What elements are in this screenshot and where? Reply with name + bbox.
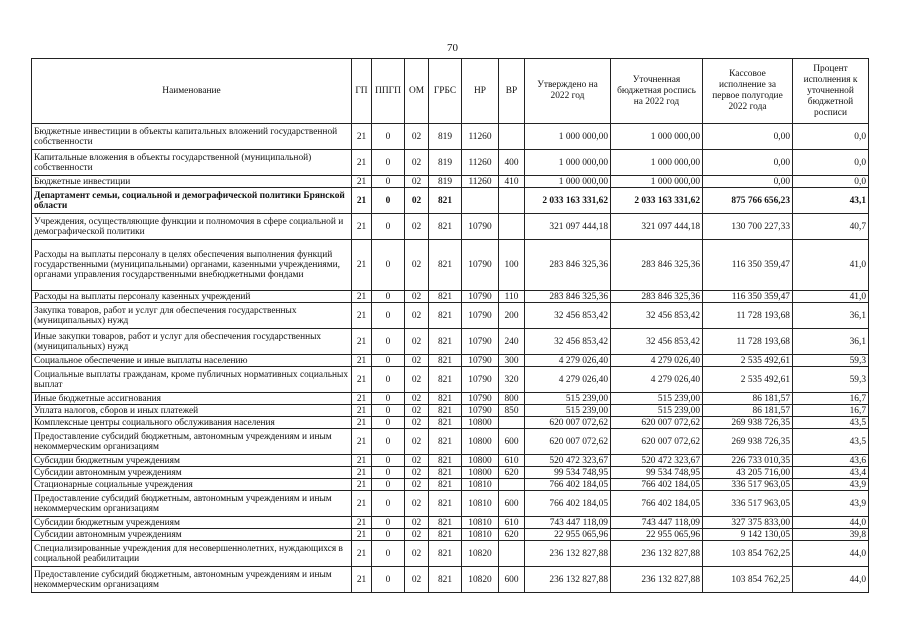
cell-name: Расходы на выплаты персоналу в целях обеспечения выполнения функций государственными (муниципальными) органами, казенными учреждениями, органами управления государственными внебюджетными фондами — [32, 240, 352, 291]
cell-name: Бюджетные инвестиции в объекты капитальных вложений государственной собственности — [32, 124, 352, 150]
cell-vr: 610 — [499, 455, 525, 467]
cell-nr: 10790 — [462, 367, 499, 393]
cell-cash: 130 700 227,33 — [703, 214, 793, 240]
cell-ppgp: 0 — [372, 405, 405, 417]
cell-name: Капитальные вложения в объекты государственной (муниципальной) собственности — [32, 150, 352, 176]
cell-nr: 10820 — [462, 541, 499, 567]
cell-om: 02 — [405, 417, 429, 429]
cell-percent: 44,0 — [793, 541, 869, 567]
cell-ppgp: 0 — [372, 355, 405, 367]
cell-gp: 21 — [352, 188, 372, 214]
cell-gp: 21 — [352, 329, 372, 355]
cell-percent: 59,3 — [793, 367, 869, 393]
cell-gp: 21 — [352, 355, 372, 367]
cell-approved: 1 000 000,00 — [525, 124, 611, 150]
cell-nr: 10800 — [462, 467, 499, 479]
cell-vr: 100 — [499, 240, 525, 291]
cell-vr — [499, 188, 525, 214]
column-header-cash: Кассовое исполнение за первое полугодие 2022 года — [703, 59, 793, 124]
cell-approved: 283 846 325,36 — [525, 240, 611, 291]
column-header-grbs: ГРБС — [429, 59, 462, 124]
cell-nr: 10790 — [462, 303, 499, 329]
cell-grbs: 821 — [429, 329, 462, 355]
cell-gp: 21 — [352, 479, 372, 491]
cell-cash: 116 350 359,47 — [703, 291, 793, 303]
cell-om: 02 — [405, 367, 429, 393]
cell-percent: 0,0 — [793, 124, 869, 150]
column-header-percent: Процент исполнения к уточненной бюджетной росписи — [793, 59, 869, 124]
cell-approved: 520 472 323,67 — [525, 455, 611, 467]
cell-approved: 620 007 072,62 — [525, 429, 611, 455]
cell-vr: 800 — [499, 393, 525, 405]
cell-grbs: 821 — [429, 567, 462, 593]
cell-vr — [499, 214, 525, 240]
cell-gp: 21 — [352, 529, 372, 541]
cell-refined: 2 033 163 331,62 — [611, 188, 703, 214]
cell-approved: 766 402 184,05 — [525, 491, 611, 517]
table-row — [32, 393, 869, 405]
cell-cash: 336 517 963,05 — [703, 479, 793, 491]
cell-ppgp: 0 — [372, 188, 405, 214]
cell-ppgp: 0 — [372, 491, 405, 517]
cell-grbs: 821 — [429, 240, 462, 291]
cell-grbs: 821 — [429, 429, 462, 455]
cell-approved: 766 402 184,05 — [525, 479, 611, 491]
cell-cash: 0,00 — [703, 150, 793, 176]
cell-nr: 10800 — [462, 429, 499, 455]
cell-om: 02 — [405, 541, 429, 567]
column-header-gp: ГП — [352, 59, 372, 124]
cell-percent: 43,9 — [793, 479, 869, 491]
cell-grbs: 819 — [429, 150, 462, 176]
cell-name: Расходы на выплаты персоналу казенных учреждений — [32, 291, 352, 303]
cell-om: 02 — [405, 291, 429, 303]
cell-name: Учреждения, осуществляющие функции и полномочия в сфере социальной и демографической политики — [32, 214, 352, 240]
column-header-ppgp: ППГП — [372, 59, 405, 124]
cell-om: 02 — [405, 393, 429, 405]
cell-name: Иные бюджетные ассигнования — [32, 393, 352, 405]
cell-ppgp: 0 — [372, 517, 405, 529]
cell-om: 02 — [405, 124, 429, 150]
table-row — [32, 455, 869, 467]
cell-approved: 32 456 853,42 — [525, 329, 611, 355]
cell-vr: 600 — [499, 567, 525, 593]
cell-vr: 320 — [499, 367, 525, 393]
cell-name: Уплата налогов, сборов и иных платежей — [32, 405, 352, 417]
cell-gp: 21 — [352, 367, 372, 393]
cell-nr: 10790 — [462, 214, 499, 240]
cell-vr: 620 — [499, 467, 525, 479]
cell-gp: 21 — [352, 405, 372, 417]
cell-cash: 11 728 193,68 — [703, 329, 793, 355]
cell-grbs: 821 — [429, 367, 462, 393]
cell-cash: 43 205 716,00 — [703, 467, 793, 479]
cell-vr: 600 — [499, 429, 525, 455]
cell-ppgp: 0 — [372, 291, 405, 303]
cell-gp: 21 — [352, 429, 372, 455]
cell-cash: 103 854 762,25 — [703, 567, 793, 593]
cell-gp: 21 — [352, 541, 372, 567]
table-header-row — [32, 59, 869, 124]
cell-grbs: 821 — [429, 214, 462, 240]
cell-cash: 0,00 — [703, 176, 793, 188]
cell-nr: 10810 — [462, 491, 499, 517]
cell-name: Предоставление субсидий бюджетным, автономным учреждениям и иным некоммерческим организациям — [32, 567, 352, 593]
cell-grbs: 821 — [429, 417, 462, 429]
cell-refined: 32 456 853,42 — [611, 329, 703, 355]
cell-refined: 1 000 000,00 — [611, 150, 703, 176]
cell-nr: 10800 — [462, 417, 499, 429]
cell-vr — [499, 479, 525, 491]
cell-grbs: 821 — [429, 355, 462, 367]
table-row — [32, 240, 869, 291]
cell-refined: 4 279 026,40 — [611, 355, 703, 367]
budget-table — [31, 58, 869, 593]
cell-nr: 11260 — [462, 124, 499, 150]
table-row — [32, 429, 869, 455]
cell-refined: 620 007 072,62 — [611, 417, 703, 429]
cell-approved: 4 279 026,40 — [525, 355, 611, 367]
cell-name: Социальные выплаты гражданам, кроме публичных нормативных социальных выплат — [32, 367, 352, 393]
column-header-approved: Утверждено на 2022 год — [525, 59, 611, 124]
column-header-om: ОМ — [405, 59, 429, 124]
cell-approved: 321 097 444,18 — [525, 214, 611, 240]
cell-grbs: 821 — [429, 291, 462, 303]
cell-om: 02 — [405, 303, 429, 329]
cell-cash: 269 938 726,35 — [703, 429, 793, 455]
cell-ppgp: 0 — [372, 467, 405, 479]
cell-percent: 36,1 — [793, 329, 869, 355]
table-row — [32, 355, 869, 367]
cell-nr: 10790 — [462, 355, 499, 367]
cell-ppgp: 0 — [372, 479, 405, 491]
table-row — [32, 176, 869, 188]
cell-approved: 2 033 163 331,62 — [525, 188, 611, 214]
cell-cash: 0,00 — [703, 124, 793, 150]
cell-grbs: 821 — [429, 405, 462, 417]
cell-cash: 9 142 130,05 — [703, 529, 793, 541]
cell-nr — [462, 188, 499, 214]
column-header-vr: ВР — [499, 59, 525, 124]
cell-cash: 875 766 656,23 — [703, 188, 793, 214]
cell-gp: 21 — [352, 214, 372, 240]
cell-vr: 240 — [499, 329, 525, 355]
cell-cash: 327 375 833,00 — [703, 517, 793, 529]
cell-grbs: 821 — [429, 479, 462, 491]
cell-nr: 11260 — [462, 150, 499, 176]
cell-ppgp: 0 — [372, 567, 405, 593]
column-header-nr: НР — [462, 59, 499, 124]
cell-grbs: 821 — [429, 541, 462, 567]
cell-name: Иные закупки товаров, работ и услуг для обеспечения государственных (муниципальных) нужд — [32, 329, 352, 355]
cell-percent: 43,1 — [793, 188, 869, 214]
table-row — [32, 529, 869, 541]
cell-approved: 620 007 072,62 — [525, 417, 611, 429]
cell-approved: 22 955 065,96 — [525, 529, 611, 541]
cell-om: 02 — [405, 455, 429, 467]
table-row — [32, 124, 869, 150]
cell-nr: 10790 — [462, 405, 499, 417]
cell-nr: 10790 — [462, 240, 499, 291]
cell-vr: 850 — [499, 405, 525, 417]
cell-cash: 2 535 492,61 — [703, 367, 793, 393]
cell-refined: 236 132 827,88 — [611, 541, 703, 567]
cell-vr — [499, 541, 525, 567]
table-body — [32, 124, 869, 593]
cell-grbs: 821 — [429, 393, 462, 405]
table-row — [32, 479, 869, 491]
cell-ppgp: 0 — [372, 429, 405, 455]
cell-gp: 21 — [352, 124, 372, 150]
cell-nr: 10810 — [462, 517, 499, 529]
cell-gp: 21 — [352, 455, 372, 467]
table-row — [32, 291, 869, 303]
cell-om: 02 — [405, 355, 429, 367]
cell-cash: 226 733 010,35 — [703, 455, 793, 467]
cell-name: Субсидии автономным учреждениям — [32, 529, 352, 541]
cell-ppgp: 0 — [372, 529, 405, 541]
cell-gp: 21 — [352, 467, 372, 479]
cell-nr: 10790 — [462, 291, 499, 303]
cell-cash: 336 517 963,05 — [703, 491, 793, 517]
cell-cash: 103 854 762,25 — [703, 541, 793, 567]
cell-percent: 43,9 — [793, 491, 869, 517]
cell-approved: 743 447 118,09 — [525, 517, 611, 529]
cell-refined: 22 955 065,96 — [611, 529, 703, 541]
table-row — [32, 405, 869, 417]
cell-grbs: 821 — [429, 303, 462, 329]
table-row — [32, 188, 869, 214]
cell-ppgp: 0 — [372, 393, 405, 405]
cell-om: 02 — [405, 479, 429, 491]
cell-om: 02 — [405, 567, 429, 593]
cell-name: Бюджетные инвестиции — [32, 176, 352, 188]
cell-refined: 283 846 325,36 — [611, 240, 703, 291]
cell-refined: 1 000 000,00 — [611, 176, 703, 188]
cell-percent: 41,0 — [793, 240, 869, 291]
cell-nr: 10790 — [462, 329, 499, 355]
cell-refined: 1 000 000,00 — [611, 124, 703, 150]
cell-ppgp: 0 — [372, 124, 405, 150]
cell-grbs: 821 — [429, 455, 462, 467]
cell-om: 02 — [405, 150, 429, 176]
cell-percent: 59,3 — [793, 355, 869, 367]
cell-name: Закупка товаров, работ и услуг для обеспечения государственных (муниципальных) нужд — [32, 303, 352, 329]
cell-vr: 620 — [499, 529, 525, 541]
cell-vr: 110 — [499, 291, 525, 303]
cell-vr: 200 — [499, 303, 525, 329]
cell-approved: 515 239,00 — [525, 393, 611, 405]
cell-grbs: 821 — [429, 517, 462, 529]
cell-gp: 21 — [352, 417, 372, 429]
cell-om: 02 — [405, 429, 429, 455]
cell-grbs: 821 — [429, 188, 462, 214]
cell-ppgp: 0 — [372, 240, 405, 291]
cell-om: 02 — [405, 188, 429, 214]
cell-ppgp: 0 — [372, 303, 405, 329]
cell-approved: 236 132 827,88 — [525, 567, 611, 593]
cell-ppgp: 0 — [372, 417, 405, 429]
cell-ppgp: 0 — [372, 455, 405, 467]
cell-vr: 600 — [499, 491, 525, 517]
cell-refined: 321 097 444,18 — [611, 214, 703, 240]
table-row — [32, 567, 869, 593]
cell-refined: 520 472 323,67 — [611, 455, 703, 467]
cell-refined: 283 846 325,36 — [611, 291, 703, 303]
cell-om: 02 — [405, 529, 429, 541]
cell-percent: 43,5 — [793, 429, 869, 455]
cell-refined: 32 456 853,42 — [611, 303, 703, 329]
cell-grbs: 819 — [429, 176, 462, 188]
cell-percent: 40,7 — [793, 214, 869, 240]
cell-vr: 410 — [499, 176, 525, 188]
table-row — [32, 329, 869, 355]
cell-approved: 32 456 853,42 — [525, 303, 611, 329]
cell-grbs: 821 — [429, 529, 462, 541]
cell-percent: 16,7 — [793, 393, 869, 405]
column-header-refined: Уточненная бюджетная роспись на 2022 год — [611, 59, 703, 124]
cell-cash: 269 938 726,35 — [703, 417, 793, 429]
cell-gp: 21 — [352, 303, 372, 329]
cell-name: Предоставление субсидий бюджетным, автономным учреждениям и иным некоммерческим организациям — [32, 491, 352, 517]
table-row — [32, 491, 869, 517]
column-header-name: Наименование — [32, 59, 352, 124]
cell-approved: 1 000 000,00 — [525, 176, 611, 188]
cell-refined: 515 239,00 — [611, 405, 703, 417]
cell-ppgp: 0 — [372, 176, 405, 188]
cell-om: 02 — [405, 491, 429, 517]
page-number: 70 — [447, 42, 458, 54]
cell-name: Стационарные социальные учреждения — [32, 479, 352, 491]
cell-gp: 21 — [352, 176, 372, 188]
cell-cash: 11 728 193,68 — [703, 303, 793, 329]
cell-refined: 4 279 026,40 — [611, 367, 703, 393]
cell-approved: 1 000 000,00 — [525, 150, 611, 176]
cell-percent: 44,0 — [793, 517, 869, 529]
cell-grbs: 821 — [429, 491, 462, 517]
cell-nr: 10820 — [462, 567, 499, 593]
cell-nr: 10810 — [462, 529, 499, 541]
cell-vr: 610 — [499, 517, 525, 529]
cell-nr: 10800 — [462, 455, 499, 467]
cell-approved: 4 279 026,40 — [525, 367, 611, 393]
cell-gp: 21 — [352, 291, 372, 303]
cell-percent: 43,4 — [793, 467, 869, 479]
cell-name: Субсидии бюджетным учреждениям — [32, 517, 352, 529]
cell-om: 02 — [405, 467, 429, 479]
cell-percent: 0,0 — [793, 150, 869, 176]
cell-name: Департамент семьи, социальной и демографической политики Брянской области — [32, 188, 352, 214]
cell-om: 02 — [405, 405, 429, 417]
table-row — [32, 150, 869, 176]
cell-percent: 41,0 — [793, 291, 869, 303]
cell-percent: 43,5 — [793, 417, 869, 429]
cell-ppgp: 0 — [372, 150, 405, 176]
cell-om: 02 — [405, 176, 429, 188]
cell-refined: 236 132 827,88 — [611, 567, 703, 593]
cell-ppgp: 0 — [372, 329, 405, 355]
cell-percent: 44,0 — [793, 567, 869, 593]
cell-grbs: 821 — [429, 467, 462, 479]
cell-nr: 10810 — [462, 479, 499, 491]
cell-refined: 99 534 748,95 — [611, 467, 703, 479]
table-row — [32, 517, 869, 529]
cell-name: Субсидии автономным учреждениям — [32, 467, 352, 479]
cell-refined: 620 007 072,62 — [611, 429, 703, 455]
cell-refined: 766 402 184,05 — [611, 479, 703, 491]
cell-vr: 300 — [499, 355, 525, 367]
cell-name: Специализированные учреждения для несовершеннолетних, нуждающихся в социальной реабилитации — [32, 541, 352, 567]
cell-name: Комплексные центры социального обслуживания населения — [32, 417, 352, 429]
cell-gp: 21 — [352, 491, 372, 517]
cell-cash: 86 181,57 — [703, 405, 793, 417]
cell-percent: 43,6 — [793, 455, 869, 467]
table-row — [32, 417, 869, 429]
cell-name: Субсидии бюджетным учреждениям — [32, 455, 352, 467]
cell-om: 02 — [405, 517, 429, 529]
cell-name: Предоставление субсидий бюджетным, автономным учреждениям и иным некоммерческим организациям — [32, 429, 352, 455]
cell-approved: 99 534 748,95 — [525, 467, 611, 479]
cell-percent: 16,7 — [793, 405, 869, 417]
cell-om: 02 — [405, 214, 429, 240]
table-row — [32, 214, 869, 240]
table-row — [32, 541, 869, 567]
cell-percent: 36,1 — [793, 303, 869, 329]
cell-om: 02 — [405, 240, 429, 291]
cell-om: 02 — [405, 329, 429, 355]
cell-cash: 116 350 359,47 — [703, 240, 793, 291]
cell-gp: 21 — [352, 240, 372, 291]
cell-refined: 766 402 184,05 — [611, 491, 703, 517]
cell-nr: 11260 — [462, 176, 499, 188]
cell-gp: 21 — [352, 517, 372, 529]
cell-grbs: 819 — [429, 124, 462, 150]
cell-refined: 515 239,00 — [611, 393, 703, 405]
cell-vr: 400 — [499, 150, 525, 176]
cell-percent: 0,0 — [793, 176, 869, 188]
cell-gp: 21 — [352, 393, 372, 405]
cell-gp: 21 — [352, 150, 372, 176]
cell-ppgp: 0 — [372, 541, 405, 567]
cell-gp: 21 — [352, 567, 372, 593]
table-row — [32, 367, 869, 393]
cell-refined: 743 447 118,09 — [611, 517, 703, 529]
cell-cash: 86 181,57 — [703, 393, 793, 405]
cell-approved: 236 132 827,88 — [525, 541, 611, 567]
cell-percent: 39,8 — [793, 529, 869, 541]
table-row — [32, 303, 869, 329]
cell-name: Социальное обеспечение и иные выплаты населению — [32, 355, 352, 367]
cell-nr: 10790 — [462, 393, 499, 405]
cell-vr — [499, 124, 525, 150]
cell-approved: 283 846 325,36 — [525, 291, 611, 303]
table-row — [32, 467, 869, 479]
cell-cash: 2 535 492,61 — [703, 355, 793, 367]
cell-vr — [499, 417, 525, 429]
cell-ppgp: 0 — [372, 214, 405, 240]
cell-approved: 515 239,00 — [525, 405, 611, 417]
cell-ppgp: 0 — [372, 367, 405, 393]
